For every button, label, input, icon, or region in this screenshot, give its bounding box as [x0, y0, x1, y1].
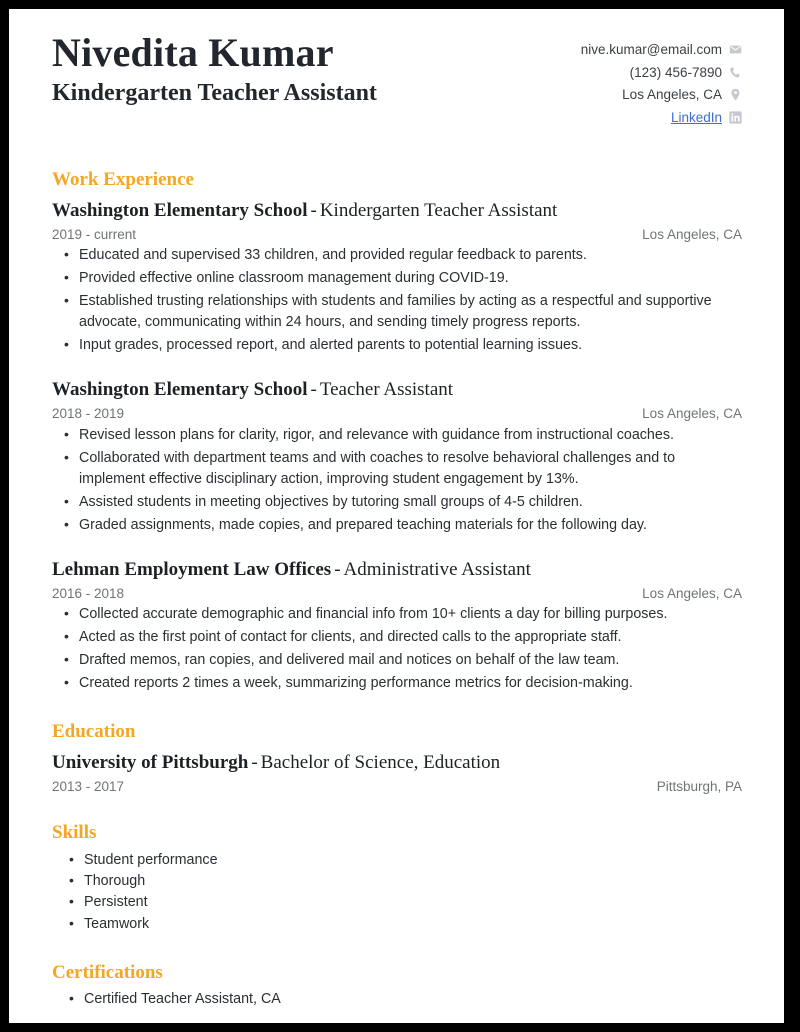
bullet-item: • Revised lesson plans for clarity, rigor, and relevance with guidance from instructional coaches. — [52, 425, 742, 446]
work-entry-dates: 2016 - 2018 — [52, 585, 125, 601]
section-title-education: Education — [52, 721, 136, 743]
work-entry-role: Administrative Assistant — [343, 558, 531, 580]
section-education — [52, 721, 742, 795]
work-entry-role: Kindergarten Teacher Assistant — [319, 200, 558, 222]
education-entry-dates: 2013 - 2017 — [52, 778, 125, 794]
bullet-item: • Input grades, processed report, and alerted parents to potential learning issues. — [52, 335, 742, 356]
contact-linkedin[interactable] — [671, 108, 742, 128]
section-certifications — [52, 962, 742, 1011]
section-title-skills: Skills — [52, 822, 97, 844]
bullet-item: • Drafted memos, ran copies, and delivered mail and notices on behalf of the law team. — [52, 650, 742, 671]
work-entry-organization: Washington Elementary School — [52, 379, 308, 401]
work-entry-location: Los Angeles, CA — [642, 406, 742, 422]
section-skills — [52, 822, 742, 934]
work-entry-bullets — [52, 245, 742, 356]
list-item: • Teamwork — [52, 914, 742, 935]
bullet-item: • Established trusting relationships with students and families by acting as a respectful and supportive advocate, communicating within 24 hours, and sending timely progress reports. — [52, 291, 742, 333]
work-entry — [52, 199, 742, 356]
bullet-item: • Educated and supervised 33 children, and provided regular feedback to parents. — [52, 245, 742, 266]
bullet-item: • Collected accurate demographic and financial info from 10+ clients a day for billing purposes. — [52, 604, 742, 625]
work-entry-title — [52, 199, 742, 223]
resume-content — [9, 9, 784, 1023]
bullet-item: • Collaborated with department teams and with coaches to resolve behavioral challenges and to implement effective disciplinary action, improving student engagement by 13%. — [52, 448, 742, 490]
header-spacer — [52, 127, 742, 169]
candidate-headline: Kindergarten Teacher Assistant — [52, 80, 377, 107]
bullet-item: • Assisted students in meeting objectives by tutoring small groups of 4-5 children. — [52, 492, 742, 513]
work-entry-meta — [52, 405, 742, 423]
map-pin-icon — [729, 88, 742, 101]
list-item: • Student performance — [52, 850, 742, 871]
entry-spacer — [52, 356, 742, 371]
education-entry-separator: - — [251, 751, 258, 773]
contact-location-text: Los Angeles, CA — [622, 87, 722, 103]
contact-email — [581, 40, 742, 60]
bullet-item: • Created reports 2 times a week, summarizing performance metrics for decision-making. — [52, 673, 742, 694]
resume-header — [52, 9, 742, 127]
contact-block — [581, 31, 742, 127]
work-entry-organization: Washington Elementary School — [52, 200, 308, 222]
work-entry-bullets — [52, 425, 742, 536]
education-entry — [52, 751, 742, 795]
entry-spacer — [52, 536, 742, 551]
section-spacer — [52, 935, 742, 962]
work-entry-location: Los Angeles, CA — [642, 585, 742, 601]
linkedin-link[interactable]: LinkedIn — [670, 109, 722, 125]
education-entry-organization: University of Pittsburgh — [52, 751, 249, 773]
candidate-name: Nivedita Kumar — [52, 30, 334, 75]
work-entry-organization: Lehman Employment Law Offices — [52, 558, 332, 580]
resume-page — [9, 9, 784, 1023]
list-item: • Thorough — [52, 871, 742, 892]
work-entry-dates: 2019 - current — [52, 226, 137, 242]
envelope-icon — [729, 43, 742, 56]
contact-phone-text: (123) 456-7890 — [629, 64, 722, 80]
education-entry-degree: Bachelor of Science, Education — [260, 751, 501, 773]
work-entry-role: Teacher Assistant — [319, 379, 454, 401]
section-spacer — [52, 795, 742, 822]
skills-list — [52, 850, 742, 935]
section-spacer — [52, 694, 742, 721]
linkedin-icon — [729, 111, 742, 124]
work-entry — [52, 558, 742, 694]
work-entry-title — [52, 378, 742, 402]
work-entry-meta — [52, 585, 742, 603]
contact-email-text: nive.kumar@email.com — [580, 42, 722, 57]
education-entry-location: Pittsburgh, PA — [656, 778, 742, 794]
work-entry-title — [52, 558, 742, 582]
work-entry — [52, 378, 742, 535]
bullet-item: • Provided effective online classroom management during COVID-19. — [52, 268, 742, 289]
section-work-experience — [52, 169, 742, 694]
section-title-certifications: Certifications — [52, 961, 163, 983]
section-title-work-experience: Work Experience — [52, 169, 194, 191]
bullet-item: • Graded assignments, made copies, and prepared teaching materials for the following day. — [52, 515, 742, 536]
phone-icon — [729, 66, 742, 79]
contact-location — [622, 85, 742, 105]
work-entry-separator: - — [310, 379, 317, 401]
education-entry-title — [52, 751, 742, 775]
certifications-list — [52, 989, 742, 1010]
work-entry-dates: 2018 - 2019 — [52, 406, 125, 422]
work-entry-separator: - — [310, 200, 317, 222]
work-entry-bullets — [52, 604, 742, 694]
list-item: • Persistent — [52, 892, 742, 913]
work-entry-separator: - — [334, 558, 341, 580]
bullet-item: • Acted as the first point of contact for clients, and directed calls to the appropriate staff. — [52, 627, 742, 648]
contact-phone — [630, 63, 742, 83]
work-entry-meta — [52, 226, 742, 244]
list-item: • Certified Teacher Assistant, CA — [52, 989, 742, 1010]
work-entry-location: Los Angeles, CA — [642, 226, 742, 242]
identity-block — [52, 31, 377, 108]
education-entry-meta — [52, 778, 742, 796]
